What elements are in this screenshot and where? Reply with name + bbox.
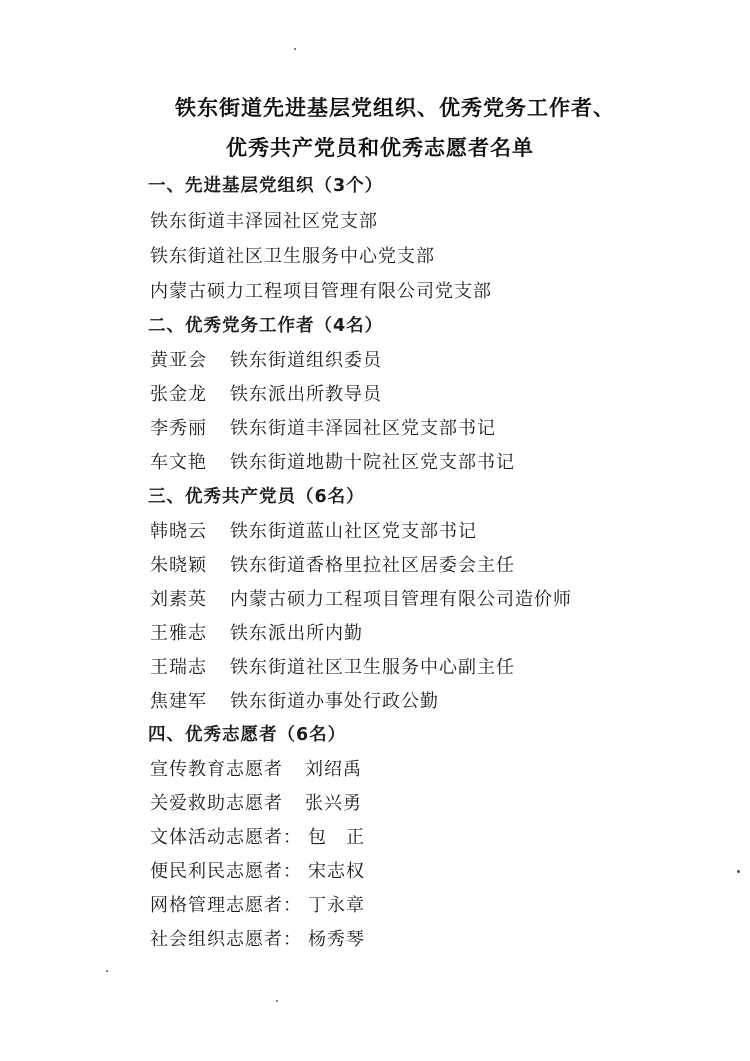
person-name: 焦建军 [150,691,207,712]
document-title-line-1: 铁东街道先进基层党组织、优秀党务工作者、 [175,96,615,120]
person-name: 刘素英 [150,589,207,610]
person-role: 铁东街道丰泽园社区党支部书记 [230,418,496,439]
party-worker-item [150,380,382,406]
person-name: 黄亚会 [150,350,207,371]
volunteer-item [150,925,365,951]
party-member-item [150,517,477,543]
section-heading-party-members: 三、优秀共产党员（6名） [148,487,365,507]
volunteer-category: 网格管理志愿者： [150,895,302,916]
person-role: 铁东街道办事处行政公勤 [230,691,439,712]
party-member-item [150,619,363,645]
organization-item: 铁东街道社区卫生服务中心党支部 [150,246,435,267]
scan-speck [276,1000,278,1002]
volunteer-category: 关爱救助志愿者 [150,793,283,814]
party-member-item [150,551,515,577]
person-role: 铁东街道蓝山社区党支部书记 [230,521,477,542]
person-name: 张金龙 [150,384,207,405]
person-name: 包 正 [308,827,365,848]
volunteer-item [150,857,365,883]
party-member-item [150,653,515,679]
volunteer-category: 文体活动志愿者： [150,827,302,848]
scan-speck [737,870,740,873]
party-worker-item [150,448,515,474]
person-name: 张兴勇 [305,793,362,814]
section-heading-volunteers: 四、优秀志愿者（6名） [148,725,347,745]
person-role: 内蒙古硕力工程项目管理有限公司造价师 [230,589,572,610]
person-name: 韩晓云 [150,521,207,542]
person-role: 铁东街道社区卫生服务中心副主任 [230,657,515,678]
person-name: 李秀丽 [150,418,207,439]
person-role: 铁东街道香格里拉社区居委会主任 [230,555,515,576]
party-member-item [150,585,572,611]
person-name: 宋志权 [308,861,365,882]
person-name: 刘绍禹 [305,759,362,780]
party-worker-item [150,346,382,372]
person-name: 杨秀琴 [308,929,365,950]
volunteer-item [150,755,362,781]
section-heading-party-workers: 二、优秀党务工作者（4名） [148,316,384,336]
person-name: 车文艳 [150,452,207,473]
person-name: 王雅志 [150,623,207,644]
person-role: 铁东派出所教导员 [230,384,382,405]
person-role: 铁东街道组织委员 [230,350,382,371]
volunteer-category: 宣传教育志愿者 [150,759,283,780]
scan-speck [294,48,296,50]
section-heading-advanced-organizations: 一、先进基层党组织（3个） [148,176,384,196]
person-role: 铁东街道地勘十院社区党支部书记 [230,452,515,473]
person-name: 王瑞志 [150,657,207,678]
organization-item: 铁东街道丰泽园社区党支部 [150,211,378,232]
document-title-line-2: 优秀共产党员和优秀志愿者名单 [226,136,534,160]
volunteer-item [150,823,365,849]
person-name: 朱晓颖 [150,555,207,576]
party-member-item [150,687,439,713]
volunteer-category: 社会组织志愿者： [150,929,302,950]
party-worker-item [150,414,496,440]
person-role: 铁东派出所内勤 [230,623,363,644]
organization-item: 内蒙古硕力工程项目管理有限公司党支部 [150,281,492,302]
scan-speck [106,970,108,972]
volunteer-category: 便民利民志愿者： [150,861,302,882]
person-name: 丁永章 [308,895,365,916]
volunteer-item [150,891,365,917]
volunteer-item [150,789,362,815]
